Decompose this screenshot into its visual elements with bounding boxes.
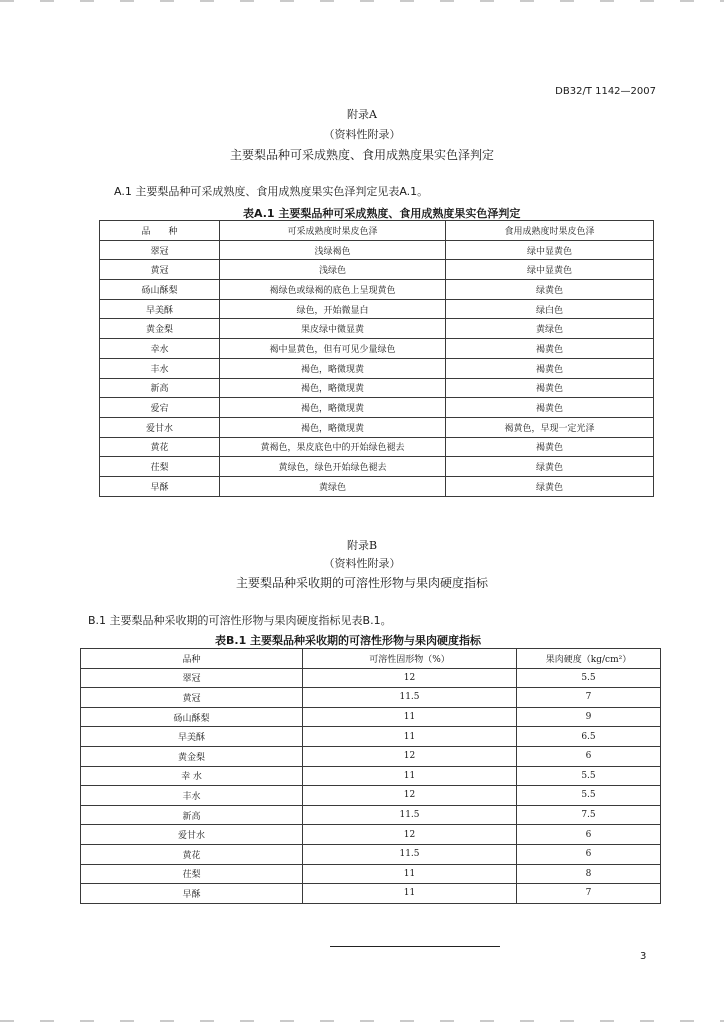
table-cell: 绿白色 [446,299,654,319]
table-cell: 12 [303,786,517,806]
table-row [100,476,654,496]
table-cell: 茌梨 [81,864,303,884]
table-cell: 丰水 [100,358,220,378]
table-cell: 8 [517,864,661,884]
table-cell: 11.5 [303,688,517,708]
table-cell: 翠冠 [100,240,220,260]
page-number: 3 [640,951,647,962]
table-a-caption: 表A.1 主要梨品种可采成熟度、食用成熟度果实色泽判定 [243,207,521,220]
table-row [81,805,661,825]
table-cell: 12 [303,825,517,845]
table-header-row [100,221,654,241]
table-row [100,398,654,418]
table-row [81,786,661,806]
table-cell: 11 [303,727,517,747]
table-cell: 11 [303,707,517,727]
table-cell: 茌梨 [100,457,220,477]
table-cell: 新高 [81,805,303,825]
table-cell: 6.5 [517,727,661,747]
table-cell: 11.5 [303,844,517,864]
table-header-row [81,649,661,669]
table-cell: 黄绿色，绿色开始绿色褪去 [220,457,446,477]
scan-artifact-top [0,0,724,2]
table-cell: 7.5 [517,805,661,825]
table-row [100,319,654,339]
table-a1 [99,220,654,497]
table-cell: 褐黄色 [446,398,654,418]
table-b-caption: 表B.1 主要梨品种采收期的可溶性形物与果肉硬度指标 [215,634,482,647]
table-cell: 翠冠 [81,668,303,688]
table-cell: 褐色，略微现黄 [220,358,446,378]
table-cell: 砀山酥梨 [81,707,303,727]
table-cell: 褐黄色 [446,378,654,398]
table-row [100,240,654,260]
table-row [100,299,654,319]
column-header: 果肉硬度（kg/cm²） [517,649,661,669]
table-cell: 黄花 [81,844,303,864]
table-cell: 早美酥 [100,299,220,319]
table-cell: 12 [303,746,517,766]
table-row [100,437,654,457]
table-cell: 9 [517,707,661,727]
table-cell: 浅绿褐色 [220,240,446,260]
table-cell: 黄金梨 [100,319,220,339]
appendix-b-subtitle: （资料性附录） [323,557,401,570]
appendix-b-intro: B.1 主要梨品种采收期的可溶性形物与果肉硬度指标见表B.1。 [88,614,392,627]
table-cell: 黄绿色 [446,319,654,339]
appendix-a-intro: A.1 主要梨品种可采成熟度、食用成熟度果实色泽判定见表A.1。 [114,185,429,198]
table-b1 [80,648,661,904]
table-cell: 11.5 [303,805,517,825]
table-cell: 早酥 [81,884,303,904]
table-cell: 绿色，开始微显白 [220,299,446,319]
table-row [81,825,661,845]
table-cell: 6 [517,825,661,845]
table-cell: 5.5 [517,668,661,688]
table-cell: 爱宕 [100,398,220,418]
table-cell: 早酥 [100,476,220,496]
table-cell: 果皮绿中微显黄 [220,319,446,339]
column-header: 品种 [81,649,303,669]
table-cell: 丰水 [81,786,303,806]
table-cell: 褐黄色 [446,339,654,359]
column-header: 可溶性固形物（%） [303,649,517,669]
table-cell: 新高 [100,378,220,398]
table-cell: 黄冠 [81,688,303,708]
appendix-b-heading: 主要梨品种采收期的可溶性形物与果肉硬度指标 [235,576,488,590]
table-row [100,378,654,398]
table-cell: 爱甘水 [81,825,303,845]
table-cell: 12 [303,668,517,688]
table-row [100,457,654,477]
table-row [100,339,654,359]
table-row [81,746,661,766]
table-cell: 褐色，略微现黄 [220,417,446,437]
table-row [100,417,654,437]
table-row [100,358,654,378]
table-row [81,727,661,747]
table-cell: 褐绿色或绿褐的底色上呈现黄色 [220,280,446,300]
table-cell: 5.5 [517,766,661,786]
column-header: 食用成熟度时果皮色泽 [446,221,654,241]
table-cell: 7 [517,884,661,904]
table-cell: 绿黄色 [446,476,654,496]
table-cell: 11 [303,884,517,904]
table-cell: 幸水 [100,339,220,359]
table-cell: 黄冠 [100,260,220,280]
table-cell: 5.5 [517,786,661,806]
table-cell: 7 [517,688,661,708]
table-cell: 绿中显黄色 [446,240,654,260]
table-cell: 6 [517,746,661,766]
table-row [81,766,661,786]
footer-rule [330,946,500,947]
table-row [81,707,661,727]
table-cell: 黄金梨 [81,746,303,766]
table-row [81,884,661,904]
table-cell: 黄绿色 [220,476,446,496]
table-cell: 黄花 [100,437,220,457]
table-cell: 黄褐色，果皮底色中的开始绿色褪去 [220,437,446,457]
table-row [81,864,661,884]
table-cell: 早美酥 [81,727,303,747]
table-row [81,844,661,864]
table-cell: 褐中显黄色，但有可见少量绿色 [220,339,446,359]
table-cell: 褐色，略微现黄 [220,378,446,398]
table-cell: 褐黄色 [446,358,654,378]
table-cell: 褐黄色 [446,437,654,457]
table-row [100,280,654,300]
table-cell: 褐黄色，早现一定光泽 [446,417,654,437]
appendix-a-subtitle: （资料性附录） [323,128,401,141]
column-header: 品 种 [100,221,220,241]
table-cell: 绿黄色 [446,280,654,300]
table-cell: 11 [303,864,517,884]
table-cell: 褐色，略微现黄 [220,398,446,418]
appendix-b-title: 附录B [346,539,378,552]
table-cell: 爱甘水 [100,417,220,437]
table-cell: 砀山酥梨 [100,280,220,300]
table-cell: 绿中显黄色 [446,260,654,280]
appendix-a-title: 附录A [347,108,377,121]
table-cell: 浅绿色 [220,260,446,280]
table-cell: 6 [517,844,661,864]
table-cell: 11 [303,766,517,786]
standard-code: DB32/T 1142—2007 [555,86,656,97]
table-cell: 幸 水 [81,766,303,786]
column-header: 可采成熟度时果皮色泽 [220,221,446,241]
appendix-a-heading: 主要梨品种可采成熟度、食用成熟度果实色泽判定 [229,148,494,162]
table-cell: 绿黄色 [446,457,654,477]
table-row [100,260,654,280]
table-row [81,668,661,688]
scan-artifact-bottom [0,1020,724,1022]
table-row [81,688,661,708]
